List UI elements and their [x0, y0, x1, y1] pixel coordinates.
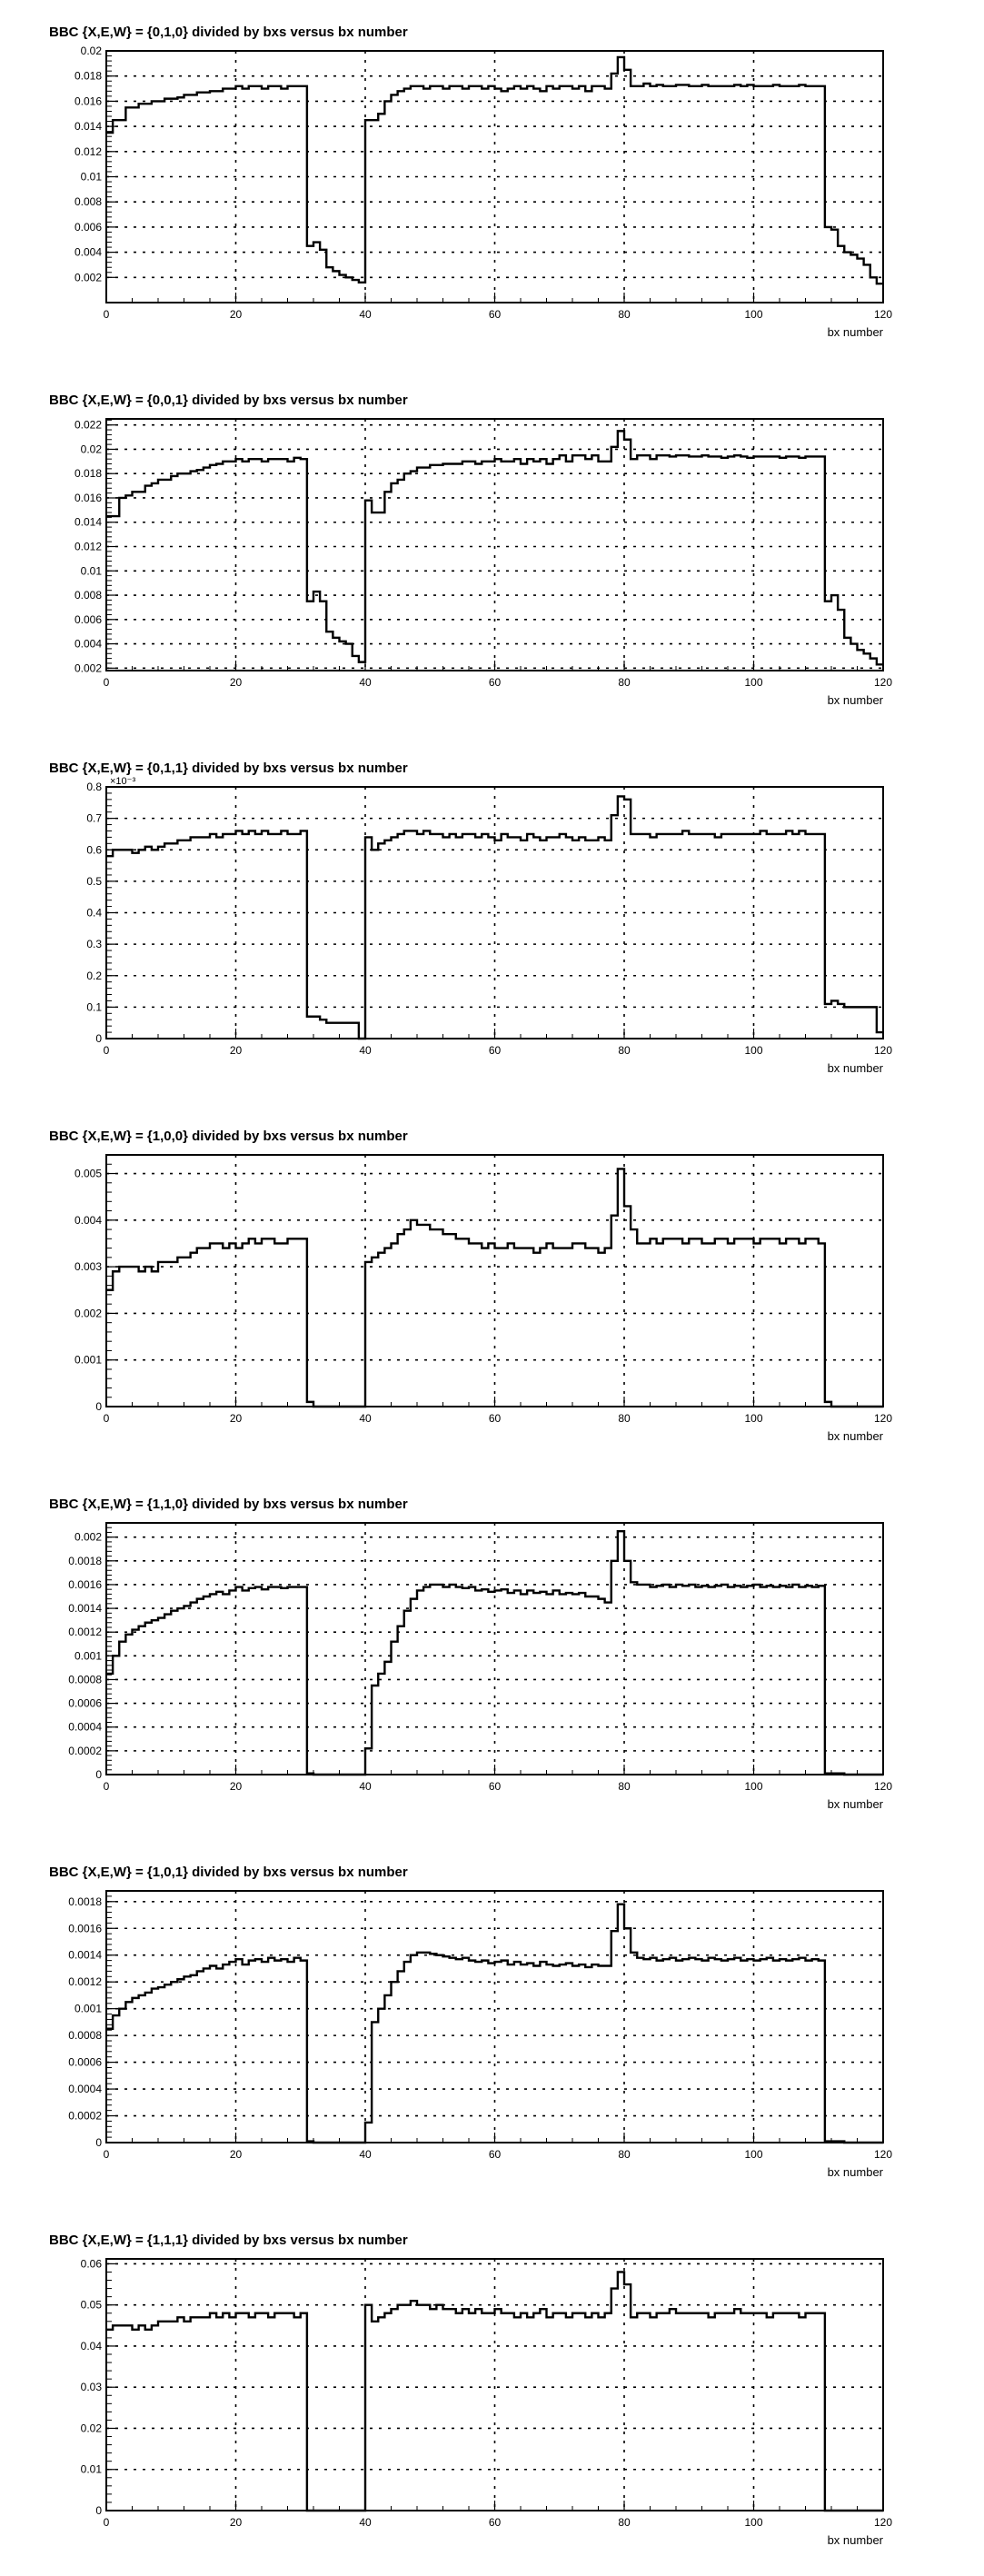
- x-tick-label: 120: [873, 308, 893, 321]
- y-tick-label: 0.002: [74, 661, 102, 675]
- y-tick-label: 0.014: [74, 120, 102, 134]
- x-tick-label: 120: [873, 2148, 893, 2161]
- chart-title: BBC {X,E,W} = {1,0,1} divided by bxs versus bx number: [49, 1865, 408, 1880]
- y-tick-label: 0.016: [74, 94, 102, 108]
- y-tick-label: 0.03: [80, 2381, 102, 2394]
- x-tick-label: 0: [103, 2516, 110, 2529]
- x-tick-label: 0: [103, 308, 110, 321]
- x-tick-label: 100: [744, 2148, 763, 2161]
- y-tick-label: 0.001: [74, 2002, 102, 2015]
- chart-plot: [0, 0, 984, 368]
- y-tick-label: 0.0008: [68, 2029, 102, 2043]
- chart-plot: [0, 736, 984, 1104]
- x-tick-label: 40: [359, 1044, 372, 1057]
- y-tick-label: 0.02: [80, 443, 102, 456]
- x-tick-label: 80: [618, 1412, 631, 1425]
- x-tick-label: 20: [229, 1412, 243, 1425]
- chart-panel: [0, 736, 984, 1104]
- y-tick-label: 0: [95, 1768, 102, 1781]
- x-axis-label: bx number: [827, 325, 883, 339]
- y-tick-label: 0.0014: [68, 1602, 102, 1616]
- y-tick-label: 0.018: [74, 467, 102, 481]
- x-tick-label: 100: [744, 676, 763, 689]
- y-tick-label: 0.0018: [68, 1895, 102, 1908]
- x-tick-label: 100: [744, 1412, 763, 1425]
- x-tick-label: 60: [488, 1412, 502, 1425]
- y-tick-label: 0.0002: [68, 1744, 102, 1757]
- y-tick-label: 0.0018: [68, 1554, 102, 1567]
- y-tick-label: 0.0014: [68, 1948, 102, 1962]
- x-tick-label: 0: [103, 1044, 110, 1057]
- y-tick-label: 0.3: [86, 938, 102, 951]
- y-tick-label: 0.0004: [68, 2083, 102, 2096]
- x-tick-label: 60: [488, 308, 502, 321]
- x-tick-label: 60: [488, 2148, 502, 2161]
- y-tick-label: 0.0012: [68, 1975, 102, 1989]
- x-tick-label: 20: [229, 2148, 243, 2161]
- x-tick-label: 40: [359, 1780, 372, 1793]
- y-tick-label: 0: [95, 1400, 102, 1413]
- y-tick-label: 0.001: [74, 1353, 102, 1367]
- series-line: [106, 1169, 883, 1407]
- x-tick-label: 80: [618, 2516, 631, 2529]
- y-tick-label: 0.05: [80, 2298, 102, 2312]
- x-axis-label: bx number: [827, 1429, 883, 1443]
- y-tick-label: 0.008: [74, 589, 102, 602]
- chart-panel: [0, 368, 984, 736]
- y-tick-label: 0.005: [74, 1167, 102, 1180]
- x-axis-label: bx number: [827, 2165, 883, 2179]
- x-tick-label: 80: [618, 1780, 631, 1793]
- x-tick-label: 100: [744, 1780, 763, 1793]
- chart-plot: [0, 368, 984, 736]
- y-tick-label: 0.1: [86, 1000, 102, 1014]
- y-tick-label: 0: [95, 2136, 102, 2149]
- x-tick-label: 60: [488, 1044, 502, 1057]
- y-tick-label: 0.006: [74, 612, 102, 626]
- y-tick-label: 0.8: [86, 781, 102, 793]
- chart-panel: [0, 1840, 984, 2208]
- x-tick-label: 20: [229, 2516, 243, 2529]
- y-tick-label: 0.4: [86, 906, 102, 920]
- x-tick-label: 20: [229, 308, 243, 321]
- y-tick-label: 0.01: [80, 170, 102, 184]
- axis-multiplier: ×10⁻³: [110, 776, 136, 787]
- chart-panel: [0, 0, 984, 368]
- x-tick-label: 80: [618, 308, 631, 321]
- series-line: [106, 1531, 883, 1775]
- x-tick-label: 0: [103, 2148, 110, 2161]
- chart-plot: [0, 1104, 984, 1472]
- x-tick-label: 40: [359, 2516, 372, 2529]
- x-tick-label: 40: [359, 676, 372, 689]
- y-tick-label: 0.02: [80, 2422, 102, 2435]
- series-line: [106, 2272, 883, 2511]
- x-tick-label: 120: [873, 2516, 893, 2529]
- x-tick-label: 100: [744, 2516, 763, 2529]
- chart-plot: [0, 1840, 984, 2208]
- y-tick-label: 0.004: [74, 245, 102, 259]
- y-tick-label: 0.003: [74, 1260, 102, 1274]
- y-tick-label: 0.001: [74, 1649, 102, 1663]
- chart-title: BBC {X,E,W} = {0,1,0} divided by bxs versus bx number: [49, 25, 408, 40]
- x-tick-label: 20: [229, 676, 243, 689]
- y-tick-label: 0: [95, 1032, 102, 1045]
- x-tick-label: 60: [488, 2516, 502, 2529]
- y-tick-label: 0.022: [74, 418, 102, 432]
- y-tick-label: 0.0008: [68, 1673, 102, 1686]
- y-tick-label: 0.01: [80, 2462, 102, 2476]
- y-tick-label: 0.012: [74, 144, 102, 158]
- x-tick-label: 80: [618, 1044, 631, 1057]
- x-tick-label: 120: [873, 1780, 893, 1793]
- chart-title: BBC {X,E,W} = {1,1,1} divided by bxs versus bx number: [49, 2233, 408, 2248]
- y-tick-label: 0.014: [74, 515, 102, 529]
- x-tick-label: 40: [359, 1412, 372, 1425]
- x-tick-label: 40: [359, 2148, 372, 2161]
- y-tick-label: 0.0002: [68, 2109, 102, 2123]
- chart-title: BBC {X,E,W} = {1,0,0} divided by bxs versus bx number: [49, 1129, 408, 1144]
- x-tick-label: 80: [618, 676, 631, 689]
- chart-panel: [0, 1472, 984, 1840]
- x-tick-label: 120: [873, 1044, 893, 1057]
- chart-panel: [0, 2208, 984, 2576]
- x-tick-label: 0: [103, 676, 110, 689]
- chart-title: BBC {X,E,W} = {1,1,0} divided by bxs versus bx number: [49, 1497, 408, 1512]
- x-tick-label: 60: [488, 1780, 502, 1793]
- y-tick-label: 0.018: [74, 69, 102, 83]
- x-axis-label: bx number: [827, 2533, 883, 2547]
- y-tick-label: 0.002: [74, 1530, 102, 1544]
- chart-panel: [0, 1104, 984, 1472]
- y-tick-label: 0.01: [80, 564, 102, 578]
- y-tick-label: 0.0016: [68, 1922, 102, 1935]
- y-tick-label: 0.0006: [68, 2055, 102, 2069]
- series-line: [106, 1905, 883, 2143]
- y-tick-label: 0.0006: [68, 1696, 102, 1710]
- x-tick-label: 0: [103, 1412, 110, 1425]
- x-axis-label: bx number: [827, 693, 883, 707]
- x-tick-label: 20: [229, 1780, 243, 1793]
- chart-plot: [0, 2208, 984, 2576]
- y-tick-label: 0.012: [74, 540, 102, 553]
- y-tick-label: 0.008: [74, 195, 102, 209]
- x-tick-label: 60: [488, 676, 502, 689]
- y-tick-label: 0.004: [74, 637, 102, 651]
- x-tick-label: 120: [873, 676, 893, 689]
- x-axis-label: bx number: [827, 1797, 883, 1811]
- x-tick-label: 40: [359, 308, 372, 321]
- y-tick-label: 0.016: [74, 491, 102, 504]
- chart-plot: [0, 1472, 984, 1840]
- y-tick-label: 0.004: [74, 1213, 102, 1227]
- chart-title: BBC {X,E,W} = {0,0,1} divided by bxs versus bx number: [49, 393, 408, 408]
- y-tick-label: 0.06: [80, 2257, 102, 2271]
- y-tick-label: 0.5: [86, 874, 102, 888]
- x-axis-label: bx number: [827, 1061, 883, 1075]
- y-tick-label: 0: [95, 2504, 102, 2517]
- y-tick-label: 0.2: [86, 969, 102, 982]
- y-tick-label: 0.0012: [68, 1626, 102, 1639]
- y-tick-label: 0.002: [74, 1307, 102, 1320]
- y-tick-label: 0.006: [74, 220, 102, 234]
- y-tick-label: 0.7: [86, 811, 102, 825]
- y-tick-label: 0.002: [74, 271, 102, 284]
- y-tick-label: 0.02: [80, 45, 102, 57]
- y-tick-label: 0.0016: [68, 1577, 102, 1591]
- x-tick-label: 100: [744, 1044, 763, 1057]
- y-tick-label: 0.6: [86, 843, 102, 857]
- y-tick-label: 0.04: [80, 2339, 102, 2352]
- chart-title: BBC {X,E,W} = {0,1,1} divided by bxs versus bx number: [49, 761, 408, 776]
- x-tick-label: 0: [103, 1780, 110, 1793]
- x-tick-label: 80: [618, 2148, 631, 2161]
- x-tick-label: 120: [873, 1412, 893, 1425]
- x-tick-label: 20: [229, 1044, 243, 1057]
- y-tick-label: 0.0004: [68, 1720, 102, 1734]
- x-tick-label: 100: [744, 308, 763, 321]
